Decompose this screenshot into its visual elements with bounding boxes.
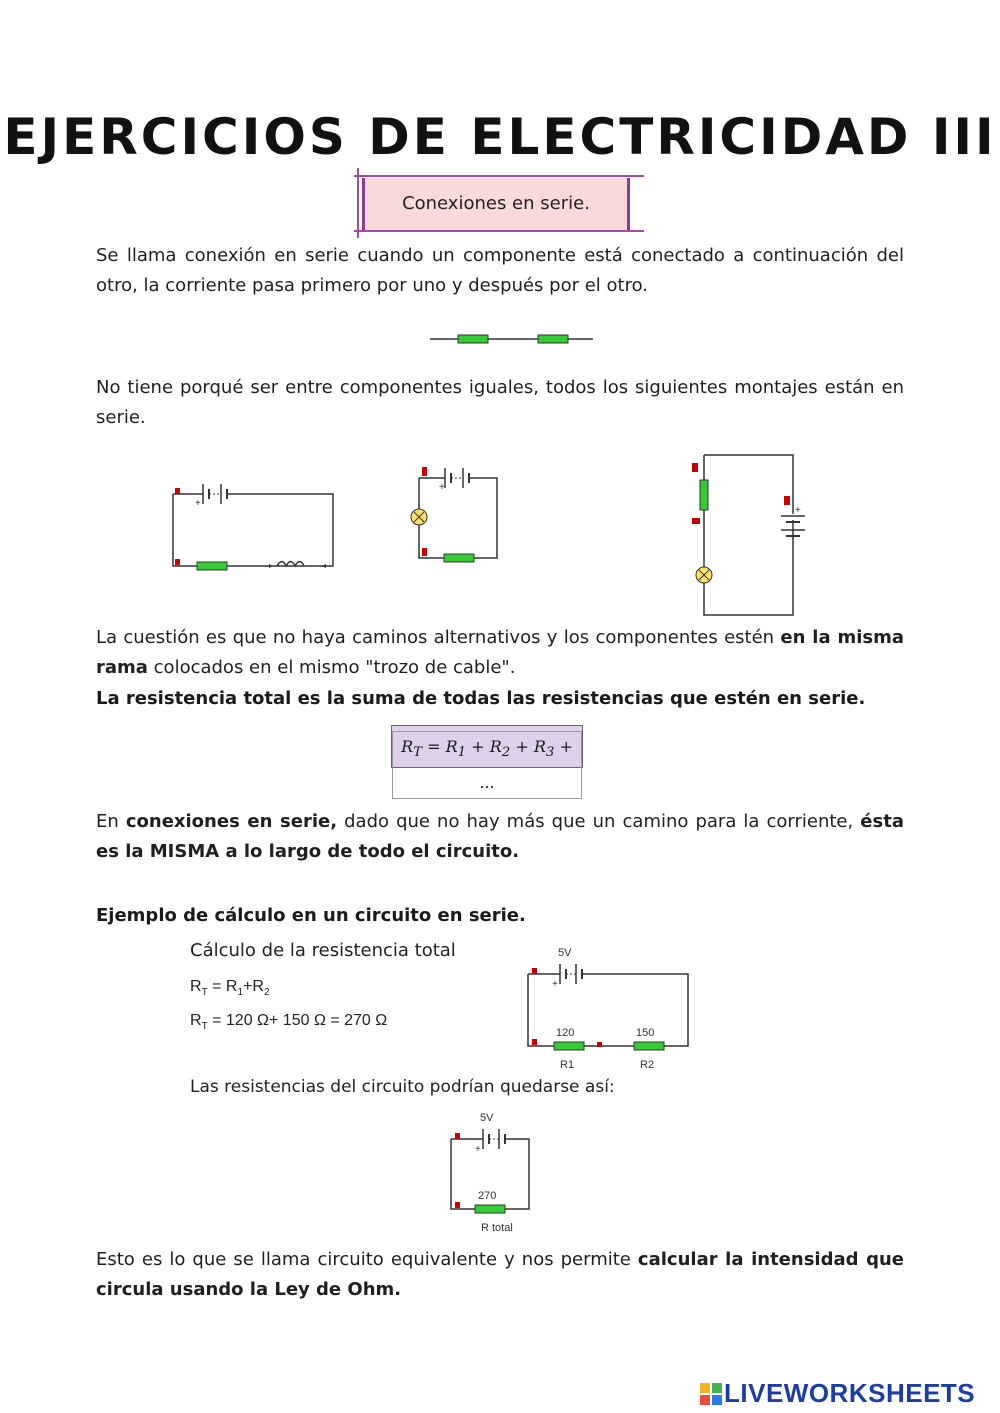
liveworksheets-icon — [700, 1383, 722, 1405]
branch-paragraph — [96, 623, 904, 683]
wire — [704, 455, 793, 615]
page-title: EJERCICIOS DE ELECTRICIDAD III — [3, 108, 997, 166]
svg-text:+: + — [552, 979, 558, 990]
terminal-marker — [532, 1039, 537, 1045]
terminal-marker — [422, 467, 427, 476]
circuit-battery-lamp-resistor — [407, 462, 507, 567]
current-text-2: dado que no hay más que un camino para la corriente, — [337, 811, 861, 832]
resistor-r2-icon — [634, 1042, 664, 1050]
calc-title: Cálculo de la resistencia total — [190, 940, 456, 961]
subtitle-rule-bottom — [354, 230, 644, 232]
branch-text-2: colocados en el mismo "trozo de cable". — [147, 657, 516, 678]
terminal-marker — [175, 559, 180, 565]
brand-name: LIVEWORKSHEETS — [724, 1378, 976, 1408]
terminal-marker — [784, 496, 790, 505]
equivalent-note: Las resistencias del circuito podrían quedarse así: — [190, 1077, 615, 1097]
r1-label: R1 — [560, 1059, 575, 1071]
closing-text: Esto es lo que se llama circuito equivalente y nos permite — [96, 1249, 638, 1270]
resistor-r1-icon — [554, 1042, 584, 1050]
voltage-label: 5V — [558, 947, 572, 959]
example-heading: Ejemplo de cálculo en un circuito en serie. — [96, 905, 526, 926]
formula-box — [391, 725, 583, 793]
resistor-total-icon — [475, 1205, 505, 1213]
closing-text-bold: calcular la intensidad que circula usando la Ley de Ohm. — [96, 1249, 904, 1300]
subtitle-rule-top — [354, 175, 644, 177]
resistor-icon — [458, 335, 488, 343]
current-text-bold-2: ésta es la MISMA a lo largo de todo el circuito. — [96, 811, 904, 862]
series-paragraph: No tiene porqué ser entre componentes iguales, todos los siguientes montajes están en serie. — [96, 377, 904, 428]
terminal-marker — [455, 1202, 460, 1208]
series-resistors-diagram — [430, 330, 595, 348]
terminal-marker — [692, 518, 700, 524]
r1-value: 120 — [556, 1027, 575, 1039]
circuit-battery-resistor-coil — [165, 478, 340, 574]
r-total-value: 270 — [478, 1190, 497, 1202]
resistor-icon — [700, 480, 708, 510]
r2-label: R2 — [640, 1059, 655, 1071]
terminal-marker — [175, 488, 180, 494]
subtitle-box — [362, 178, 630, 230]
branch-text-bold: en la misma rama — [96, 627, 904, 678]
branch-text-1: La cuestión es que no haya caminos alternativos y los componentes estén — [96, 627, 781, 648]
r2-value: 150 — [636, 1027, 655, 1039]
terminal-marker — [532, 968, 537, 974]
current-text-bold-1: conexiones en serie, — [125, 811, 338, 832]
current-text-1: En — [96, 811, 126, 832]
resistor-icon — [444, 554, 474, 562]
r-total-label: R total — [481, 1222, 513, 1234]
total-resistance-rule: La resistencia total es la suma de todas las resistencias que estén en serie. — [96, 688, 866, 709]
intro-paragraph: Se llama conexión en serie cuando un componente está conectado a continuación del otro, la corriente pasa primero por uno y después por el otro. — [96, 245, 904, 296]
formula: $R_T = R_1 + R_2 + R_3$ + ... — [392, 731, 582, 799]
svg-text:+: + — [439, 482, 445, 493]
liveworksheets-logo[interactable] — [700, 1378, 975, 1408]
calc-line-2: $R_T = 120$ Ω+ 150 Ω = 270 Ω — [190, 1012, 388, 1033]
voltage-label: 5V — [480, 1112, 494, 1124]
calc-line-1: $R_T = R_1+R_2$ — [190, 978, 270, 999]
resistor-icon — [197, 562, 227, 570]
terminal-marker — [422, 548, 427, 556]
wire — [419, 478, 497, 558]
example-circuit-two-resistors — [522, 942, 697, 1074]
resistor-icon — [538, 335, 568, 343]
terminal-marker — [597, 1042, 602, 1047]
subtitle-rule-left — [357, 168, 359, 238]
current-paragraph — [96, 807, 904, 867]
svg-text:+: + — [195, 498, 201, 509]
svg-text:+: + — [795, 505, 801, 516]
closing-paragraph — [96, 1245, 904, 1305]
svg-text:+: + — [475, 1144, 481, 1155]
terminal-marker — [692, 463, 698, 472]
subtitle-text: Conexiones en serie. — [402, 193, 590, 214]
terminal-marker — [455, 1133, 460, 1139]
circuit-vertical-series — [688, 450, 813, 620]
equivalent-circuit — [445, 1107, 540, 1237]
